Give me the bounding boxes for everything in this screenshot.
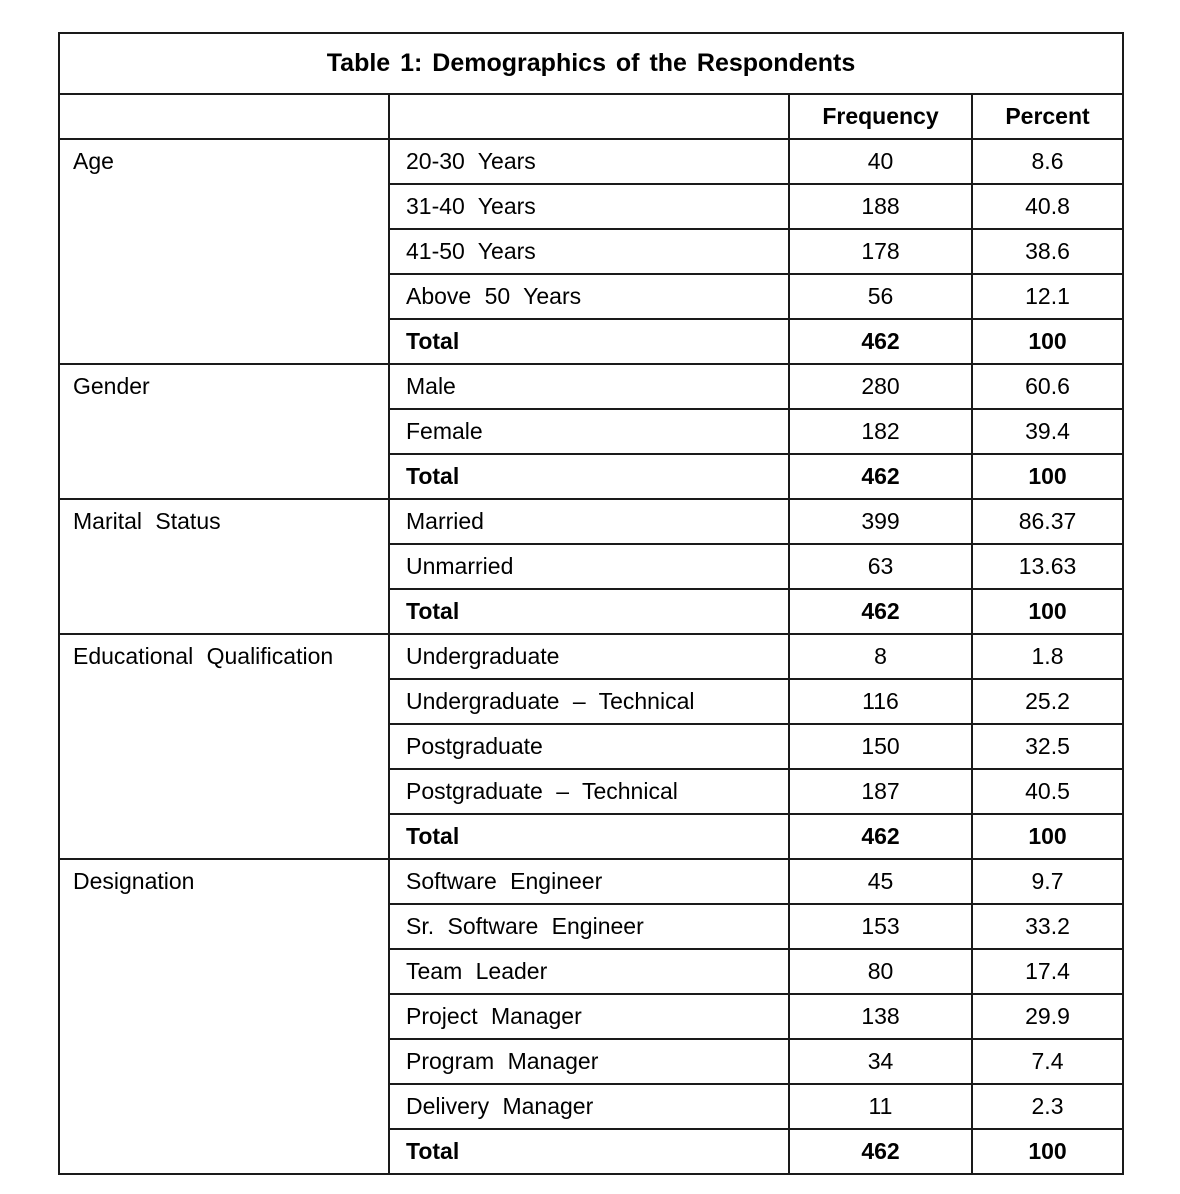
frequency-cell: 34	[789, 1039, 972, 1084]
category-cell: Age	[59, 139, 389, 364]
frequency-cell: 80	[789, 949, 972, 994]
header-category-blank	[59, 94, 389, 139]
frequency-cell: 45	[789, 859, 972, 904]
frequency-cell: 11	[789, 1084, 972, 1129]
percent-cell: 32.5	[972, 724, 1123, 769]
table-body	[59, 139, 1123, 1174]
label-cell: 41-50 Years	[389, 229, 789, 274]
percent-cell: 13.63	[972, 544, 1123, 589]
percent-cell: 39.4	[972, 409, 1123, 454]
title-row	[59, 33, 1123, 94]
frequency-cell: 182	[789, 409, 972, 454]
percent-cell: 100	[972, 454, 1123, 499]
percent-cell: 100	[972, 319, 1123, 364]
percent-cell: 33.2	[972, 904, 1123, 949]
label-cell: Team Leader	[389, 949, 789, 994]
label-cell: Total	[389, 454, 789, 499]
percent-cell: 17.4	[972, 949, 1123, 994]
percent-cell: 100	[972, 1129, 1123, 1174]
table-row	[59, 859, 1123, 904]
percent-cell: 2.3	[972, 1084, 1123, 1129]
label-cell: Total	[389, 319, 789, 364]
frequency-cell: 138	[789, 994, 972, 1039]
frequency-cell: 153	[789, 904, 972, 949]
header-frequency: Frequency	[789, 94, 972, 139]
frequency-cell: 462	[789, 589, 972, 634]
percent-cell: 29.9	[972, 994, 1123, 1039]
label-cell: Unmarried	[389, 544, 789, 589]
frequency-cell: 178	[789, 229, 972, 274]
percent-cell: 9.7	[972, 859, 1123, 904]
label-cell: Delivery Manager	[389, 1084, 789, 1129]
category-cell: Designation	[59, 859, 389, 1174]
table-row	[59, 499, 1123, 544]
frequency-cell: 150	[789, 724, 972, 769]
table-row	[59, 364, 1123, 409]
frequency-cell: 116	[789, 679, 972, 724]
label-cell: Sr. Software Engineer	[389, 904, 789, 949]
label-cell: Total	[389, 589, 789, 634]
percent-cell: 60.6	[972, 364, 1123, 409]
percent-cell: 25.2	[972, 679, 1123, 724]
frequency-cell: 462	[789, 1129, 972, 1174]
table-row	[59, 634, 1123, 679]
frequency-cell: 462	[789, 814, 972, 859]
percent-cell: 12.1	[972, 274, 1123, 319]
percent-cell: 8.6	[972, 139, 1123, 184]
category-cell: Gender	[59, 364, 389, 499]
frequency-cell: 188	[789, 184, 972, 229]
label-cell: Postgraduate – Technical	[389, 769, 789, 814]
frequency-cell: 280	[789, 364, 972, 409]
label-cell: Undergraduate – Technical	[389, 679, 789, 724]
label-cell: Program Manager	[389, 1039, 789, 1084]
percent-cell: 7.4	[972, 1039, 1123, 1084]
frequency-cell: 462	[789, 319, 972, 364]
label-cell: Male	[389, 364, 789, 409]
frequency-cell: 56	[789, 274, 972, 319]
label-cell: Married	[389, 499, 789, 544]
label-cell: 31-40 Years	[389, 184, 789, 229]
label-cell: Total	[389, 1129, 789, 1174]
label-cell: Female	[389, 409, 789, 454]
category-cell: Marital Status	[59, 499, 389, 634]
header-percent: Percent	[972, 94, 1123, 139]
percent-cell: 86.37	[972, 499, 1123, 544]
label-cell: Postgraduate	[389, 724, 789, 769]
percent-cell: 40.5	[972, 769, 1123, 814]
frequency-cell: 399	[789, 499, 972, 544]
label-cell: Total	[389, 814, 789, 859]
label-cell: Software Engineer	[389, 859, 789, 904]
table-title: Table 1: Demographics of the Respondents	[59, 33, 1123, 94]
label-cell: Above 50 Years	[389, 274, 789, 319]
frequency-cell: 187	[789, 769, 972, 814]
table-row	[59, 139, 1123, 184]
percent-cell: 40.8	[972, 184, 1123, 229]
percent-cell: 38.6	[972, 229, 1123, 274]
category-cell: Educational Qualification	[59, 634, 389, 859]
header-row	[59, 94, 1123, 139]
percent-cell: 100	[972, 589, 1123, 634]
frequency-cell: 63	[789, 544, 972, 589]
frequency-cell: 462	[789, 454, 972, 499]
percent-cell: 100	[972, 814, 1123, 859]
label-cell: Undergraduate	[389, 634, 789, 679]
header-subcategory-blank	[389, 94, 789, 139]
frequency-cell: 8	[789, 634, 972, 679]
label-cell: Project Manager	[389, 994, 789, 1039]
label-cell: 20-30 Years	[389, 139, 789, 184]
frequency-cell: 40	[789, 139, 972, 184]
percent-cell: 1.8	[972, 634, 1123, 679]
demographics-table	[58, 32, 1124, 1175]
